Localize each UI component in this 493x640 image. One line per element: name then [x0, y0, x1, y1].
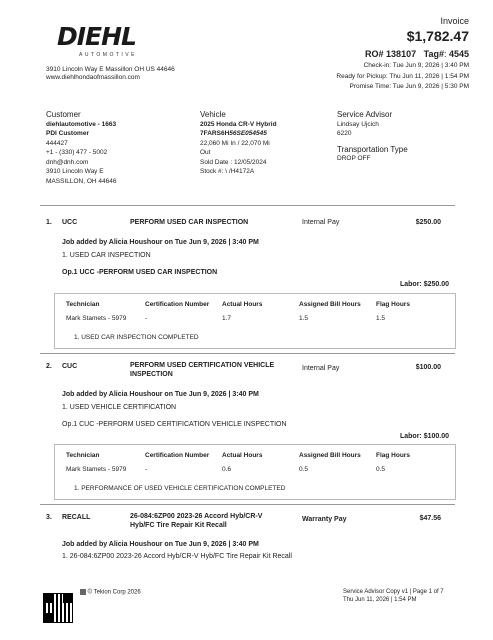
td-technician: Mark Stamets - 5979	[66, 315, 127, 322]
th-cert: Certification Number	[145, 301, 210, 308]
th-assigned: Assigned Bill Hours	[299, 301, 361, 308]
th-cert: Certification Number	[145, 452, 210, 459]
td-assigned: 1.5	[299, 315, 309, 322]
line-title: 26-084:6ZP00 2023-26 Accord Hyb/CR-V Hyb/FC Tire Repair Kit Recall	[130, 513, 263, 529]
tech-note: 1. PERFORMANCE OF USED VEHICLE CERTIFICATION COMPLETED	[74, 485, 286, 492]
dealer-logo: DIEHL	[57, 22, 136, 51]
promise-time: Promise Time: Tue Jun 9, 2026 | 5:30 PM	[349, 83, 469, 90]
vehicle-stock: Stock #: \ /H4172A	[200, 168, 255, 175]
customer-street: 3910 Lincoln Way E	[46, 168, 104, 175]
vehicle-model: 2025 Honda CR-V Hybrid	[200, 120, 277, 128]
job-added: Job added by Alicia Houshour on Tue Jun 9, 2026 | 3:40 PM	[62, 541, 259, 548]
line-number: 2.	[46, 363, 52, 370]
copyright	[80, 589, 141, 596]
invoice-times	[336, 61, 469, 93]
printed-time: Thu Jun 11, 2026 | 1:54 PM	[343, 597, 417, 603]
labor-total: Labor: $100.00	[399, 433, 449, 440]
operation: Op.1 CUC -PERFORM USED CERTIFICATION VEHICLE INSPECTION	[62, 421, 287, 428]
th-assigned: Assigned Bill Hours	[299, 452, 361, 459]
line-code: RECALL	[62, 514, 91, 521]
copyright-text: © Tekion Corp 2026	[87, 589, 141, 596]
vin-suffix: 56SE054545	[229, 130, 267, 137]
checkin-time: Check-in: Tue Jun 9, 2026 | 3:40 PM	[363, 62, 469, 69]
job-added: Job added by Alicia Houshour on Tue Jun 9, 2026 | 3:40 PM	[62, 239, 259, 246]
ro-number: 138107	[386, 49, 417, 59]
divider	[40, 504, 455, 505]
dealer-address: 3910 Lincoln Way E Massillon OH US 44646	[46, 66, 175, 73]
th-actual: Actual Hours	[222, 301, 263, 308]
line-number: 3.	[46, 514, 52, 521]
copy-info: Service Advisor Copy v1 | Page 1 of 7	[343, 589, 444, 595]
labor-total: Labor: $250.00	[399, 281, 449, 288]
dealer-address-block	[46, 66, 175, 82]
td-actual: 0.6	[222, 466, 232, 473]
vehicle-heading: Vehicle	[200, 110, 226, 119]
divider	[40, 205, 455, 206]
td-cert: -	[145, 315, 148, 322]
invoice-total: $1,782.47	[406, 28, 469, 44]
advisor-block	[337, 110, 408, 164]
line-code: CUC	[62, 363, 78, 370]
th-actual: Actual Hours	[222, 452, 263, 459]
dealer-logo-subtitle: AUTOMOTIVE	[79, 52, 137, 58]
line-pay-type: Internal Pay	[302, 365, 340, 372]
line-amount: $250.00	[415, 219, 441, 226]
th-technician: Technician	[66, 301, 100, 308]
line-number: 1.	[46, 219, 52, 226]
job-description: 1. USED VEHICLE CERTIFICATION	[62, 404, 177, 411]
line-pay-type: Internal Pay	[302, 219, 340, 226]
operation: Op.1 UCC -PERFORM USED CAR INSPECTION	[62, 269, 218, 276]
ro-label: RO#	[365, 49, 384, 59]
td-flag: 0.5	[376, 466, 386, 473]
line-pay-type: Warranty Pay	[302, 516, 347, 523]
advisor-heading: Service Advisor	[337, 110, 393, 119]
line-title: PERFORM USED CERTIFICATION VEHICLE INSPECTION	[130, 362, 275, 378]
job-added: Job added by Alicia Houshour on Tue Jun 9, 2026 | 3:40 PM	[62, 391, 259, 398]
dealer-website: www.diehlhondaofmassillon.com	[46, 74, 140, 81]
transport-heading: Transportation Type	[337, 144, 408, 154]
invoice-label: Invoice	[440, 16, 469, 26]
ready-time: Ready for Pickup: Thu Jun 11, 2026 | 1:54 PM	[336, 72, 469, 80]
customer-block	[46, 110, 116, 186]
advisor-name: Lindsay Ujcich	[337, 120, 379, 128]
tag-label: Tag#	[423, 49, 444, 59]
th-flag: Flag Hours	[376, 452, 410, 459]
tech-note: 1. USED CAR INSPECTION COMPLETED	[74, 334, 199, 341]
customer-email: dnh@dnh.com	[46, 158, 89, 166]
job-description: 1. 26-084:6ZP00 2023-26 Accord Hyb/CR-V Hyb/FC Tire Repair Kit Recall	[62, 553, 292, 560]
vehicle-miles: 22,060 Mi In / 22,070 Mi	[200, 139, 270, 147]
line-amount: $47.56	[419, 515, 441, 522]
td-assigned: 0.5	[299, 466, 309, 473]
customer-heading: Customer	[46, 110, 81, 119]
transport-type: DROP OFF	[337, 155, 371, 162]
vehicle-miles-out: Out	[200, 149, 211, 156]
customer-city: MASSILLON, OH 44646	[46, 177, 117, 185]
tag-number: 4545	[448, 49, 469, 59]
line-title: PERFORM USED CAR INSPECTION	[130, 219, 249, 226]
vin-prefix: 7FARS6H	[200, 130, 230, 137]
td-flag: 1.5	[376, 315, 386, 322]
customer-id: 444427	[46, 139, 68, 147]
td-technician: Mark Stamets - 5979	[66, 466, 127, 473]
ro-tag-line: RO# 138107 Tag#: 4545	[365, 49, 469, 59]
advisor-id: 6220	[337, 130, 352, 137]
vehicle-sold-date: Sold Date : 12/05/2024	[200, 158, 267, 166]
line-code: UCC	[62, 219, 78, 226]
vehicle-block	[200, 110, 290, 177]
td-actual: 1.7	[222, 315, 232, 322]
job-description: 1. USED CAR INSPECTION	[62, 252, 151, 259]
footer-meta	[343, 588, 444, 604]
line-amount: $100.00	[415, 364, 441, 371]
td-cert: -	[145, 466, 148, 473]
customer-type: PDI Customer	[46, 130, 89, 137]
th-technician: Technician	[66, 452, 100, 459]
customer-name: diehlautomotive - 1663	[46, 120, 117, 128]
qr-code	[43, 593, 73, 623]
divider	[40, 353, 455, 354]
tekion-logo-icon	[80, 589, 86, 595]
customer-phone: +1 - (330) 477 - 5002	[46, 149, 108, 156]
th-flag: Flag Hours	[376, 301, 410, 308]
vehicle-vin	[200, 129, 290, 139]
